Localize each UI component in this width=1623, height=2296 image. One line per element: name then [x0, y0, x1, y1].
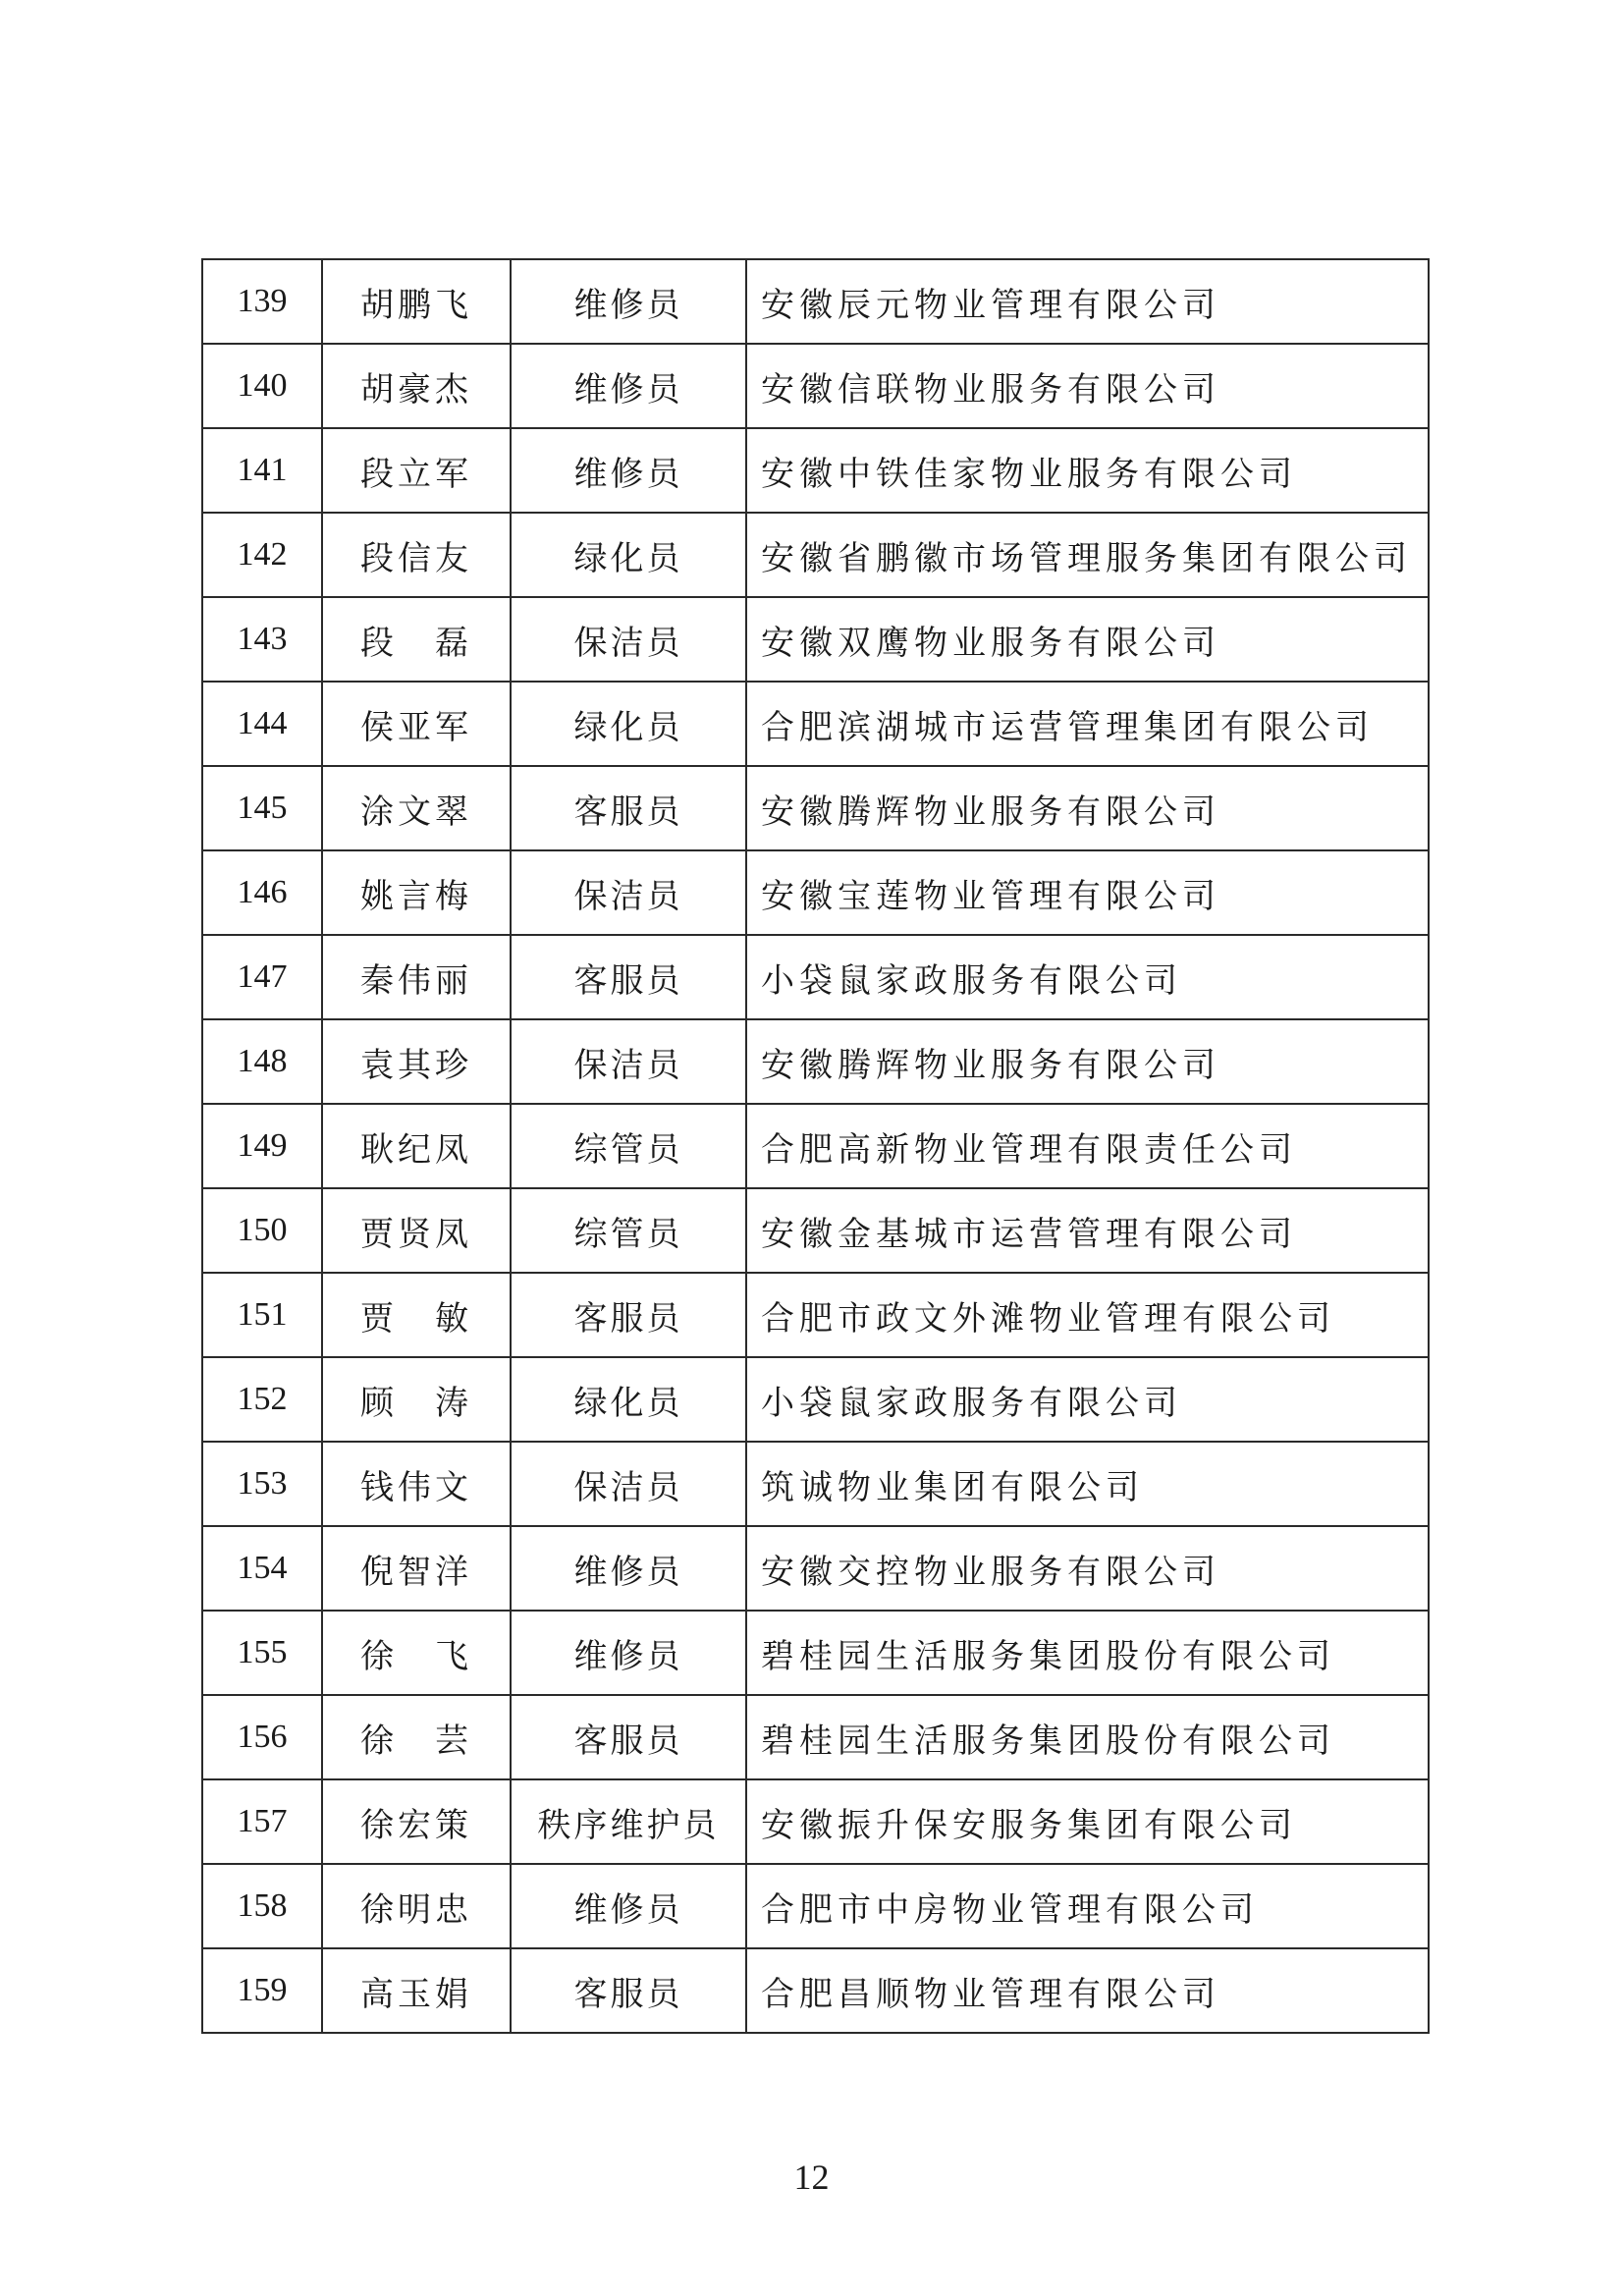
cell-organization: 安徽振升保安服务集团有限公司: [746, 1779, 1429, 1864]
cell-organization: 安徽双鹰物业服务有限公司: [746, 597, 1429, 682]
cell-organization: 合肥市中房物业管理有限公司: [746, 1864, 1429, 1948]
cell-organization: 合肥高新物业管理有限责任公司: [746, 1104, 1429, 1188]
table-row: [202, 1104, 1429, 1188]
cell-name: 顾 涛: [322, 1357, 511, 1442]
cell-name: 徐 芸: [322, 1695, 511, 1779]
cell-number: 159: [202, 1948, 322, 2033]
cell-organization: 碧桂园生活服务集团股份有限公司: [746, 1695, 1429, 1779]
cell-name: 段 磊: [322, 597, 511, 682]
cell-number: 147: [202, 935, 322, 1019]
cell-name: 段信友: [322, 513, 511, 597]
table-row: [202, 597, 1429, 682]
cell-organization: 小袋鼠家政服务有限公司: [746, 1357, 1429, 1442]
cell-name: 倪智洋: [322, 1526, 511, 1611]
cell-name: 秦伟丽: [322, 935, 511, 1019]
cell-organization: 合肥市政文外滩物业管理有限公司: [746, 1273, 1429, 1357]
cell-number: 139: [202, 259, 322, 344]
cell-number: 148: [202, 1019, 322, 1104]
cell-role: 保洁员: [511, 597, 746, 682]
cell-role: 维修员: [511, 259, 746, 344]
cell-organization: 安徽宝莲物业管理有限公司: [746, 850, 1429, 935]
cell-number: 150: [202, 1188, 322, 1273]
cell-number: 151: [202, 1273, 322, 1357]
cell-organization: 碧桂园生活服务集团股份有限公司: [746, 1611, 1429, 1695]
cell-role: 维修员: [511, 1864, 746, 1948]
cell-name: 胡鹏飞: [322, 259, 511, 344]
cell-number: 158: [202, 1864, 322, 1948]
cell-role: 绿化员: [511, 513, 746, 597]
cell-number: 149: [202, 1104, 322, 1188]
cell-name: 胡豪杰: [322, 344, 511, 428]
cell-role: 保洁员: [511, 850, 746, 935]
cell-organization: 安徽信联物业服务有限公司: [746, 344, 1429, 428]
cell-number: 155: [202, 1611, 322, 1695]
cell-organization: 安徽辰元物业管理有限公司: [746, 259, 1429, 344]
cell-number: 145: [202, 766, 322, 850]
cell-role: 综管员: [511, 1188, 746, 1273]
table-row: [202, 428, 1429, 513]
cell-role: 客服员: [511, 1695, 746, 1779]
cell-role: 维修员: [511, 1611, 746, 1695]
cell-number: 144: [202, 682, 322, 766]
cell-number: 156: [202, 1695, 322, 1779]
cell-role: 保洁员: [511, 1019, 746, 1104]
cell-role: 客服员: [511, 766, 746, 850]
table-row: [202, 682, 1429, 766]
table-row: [202, 1695, 1429, 1779]
cell-name: 徐宏策: [322, 1779, 511, 1864]
cell-name: 钱伟文: [322, 1442, 511, 1526]
table-row: [202, 1019, 1429, 1104]
cell-role: 绿化员: [511, 682, 746, 766]
cell-role: 维修员: [511, 1526, 746, 1611]
table-row: [202, 1864, 1429, 1948]
cell-name: 贾贤凤: [322, 1188, 511, 1273]
cell-organization: 安徽腾辉物业服务有限公司: [746, 1019, 1429, 1104]
table-row: [202, 1273, 1429, 1357]
cell-name: 徐 飞: [322, 1611, 511, 1695]
page-number: 12: [793, 2158, 830, 2197]
cell-number: 141: [202, 428, 322, 513]
cell-name: 涂文翠: [322, 766, 511, 850]
cell-name: 耿纪凤: [322, 1104, 511, 1188]
cell-number: 154: [202, 1526, 322, 1611]
cell-role: 客服员: [511, 935, 746, 1019]
table-row: [202, 1948, 1429, 2033]
cell-organization: 安徽腾辉物业服务有限公司: [746, 766, 1429, 850]
cell-role: 秩序维护员: [511, 1779, 746, 1864]
cell-name: 段立军: [322, 428, 511, 513]
cell-organization: 合肥昌顺物业管理有限公司: [746, 1948, 1429, 2033]
cell-name: 姚言梅: [322, 850, 511, 935]
cell-organization: 合肥滨湖城市运营管理集团有限公司: [746, 682, 1429, 766]
table-row: [202, 766, 1429, 850]
table-row: [202, 344, 1429, 428]
cell-role: 保洁员: [511, 1442, 746, 1526]
table-row: [202, 259, 1429, 344]
roster-table-body: [202, 259, 1429, 2033]
cell-name: 徐明忠: [322, 1864, 511, 1948]
table-row: [202, 1526, 1429, 1611]
cell-role: 综管员: [511, 1104, 746, 1188]
table-row: [202, 850, 1429, 935]
cell-organization: 安徽金基城市运营管理有限公司: [746, 1188, 1429, 1273]
cell-number: 143: [202, 597, 322, 682]
cell-role: 维修员: [511, 344, 746, 428]
table-row: [202, 1442, 1429, 1526]
roster-table: [201, 258, 1430, 2034]
table-row: [202, 935, 1429, 1019]
table-row: [202, 1357, 1429, 1442]
cell-role: 维修员: [511, 428, 746, 513]
table-row: [202, 1779, 1429, 1864]
cell-role: 客服员: [511, 1273, 746, 1357]
cell-number: 142: [202, 513, 322, 597]
table-row: [202, 1188, 1429, 1273]
cell-number: 146: [202, 850, 322, 935]
cell-number: 153: [202, 1442, 322, 1526]
cell-role: 客服员: [511, 1948, 746, 2033]
cell-organization: 安徽省鹏徽市场管理服务集团有限公司: [746, 513, 1429, 597]
cell-number: 152: [202, 1357, 322, 1442]
cell-role: 绿化员: [511, 1357, 746, 1442]
cell-name: 侯亚军: [322, 682, 511, 766]
table-row: [202, 1611, 1429, 1695]
cell-organization: 筑诚物业集团有限公司: [746, 1442, 1429, 1526]
cell-organization: 安徽中铁佳家物业服务有限公司: [746, 428, 1429, 513]
cell-number: 157: [202, 1779, 322, 1864]
cell-name: 贾 敏: [322, 1273, 511, 1357]
cell-number: 140: [202, 344, 322, 428]
cell-organization: 安徽交控物业服务有限公司: [746, 1526, 1429, 1611]
table-row: [202, 513, 1429, 597]
cell-name: 袁其珍: [322, 1019, 511, 1104]
cell-organization: 小袋鼠家政服务有限公司: [746, 935, 1429, 1019]
cell-name: 高玉娟: [322, 1948, 511, 2033]
